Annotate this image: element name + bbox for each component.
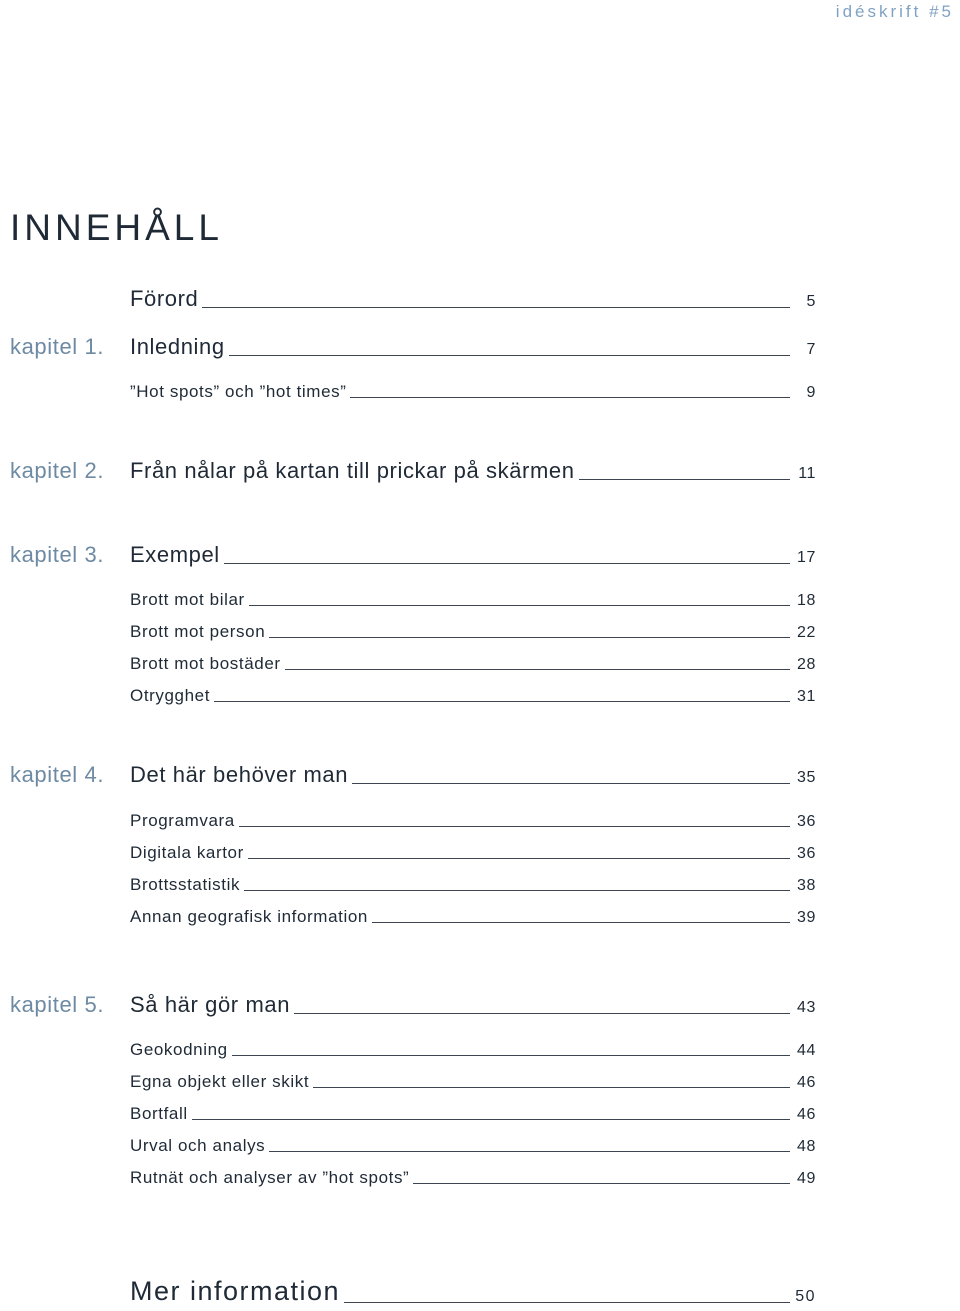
dot-leader [313, 1087, 790, 1088]
dot-leader [248, 858, 790, 859]
toc-subentry[interactable] [0, 1032, 960, 1064]
toc-page-number: 17 [797, 549, 816, 566]
toc-page-number: 44 [797, 1042, 816, 1059]
chapter-prefix: kapitel 1. [10, 334, 105, 359]
toc-page-number: 35 [797, 769, 816, 786]
toc-subentry[interactable] [0, 1128, 960, 1160]
toc-page-number: 31 [797, 688, 816, 705]
toc-subentry[interactable] [0, 1160, 960, 1192]
dot-leader [249, 605, 790, 606]
dot-leader [224, 563, 790, 564]
toc-subentry-title: Egna objekt eller skikt [130, 1072, 310, 1091]
toc-entry-chapter-3[interactable] [0, 540, 960, 572]
dot-leader [232, 1055, 790, 1056]
toc-subentry[interactable] [0, 678, 960, 710]
toc-entry-title: Inledning [130, 334, 225, 359]
toc-subentry[interactable] [0, 867, 960, 899]
chapter-prefix: kapitel 2. [10, 458, 105, 483]
dot-leader [202, 307, 790, 308]
toc-page-number: 39 [797, 909, 816, 926]
toc-page-number: 38 [797, 877, 816, 894]
toc-page-number: 46 [797, 1074, 816, 1091]
toc-subentry-title: Brott mot bostäder [130, 654, 281, 673]
dot-leader [269, 1151, 790, 1152]
toc-subentry-title: Brott mot bilar [130, 590, 245, 609]
toc-entry-chapter-5[interactable] [0, 990, 960, 1022]
dot-leader [244, 890, 790, 891]
toc-subentry[interactable] [0, 1096, 960, 1128]
toc-entry-title: Förord [130, 286, 199, 311]
toc-page-number: 43 [797, 999, 816, 1016]
dot-leader [192, 1119, 790, 1120]
dot-leader [285, 669, 790, 670]
dot-leader [579, 479, 790, 480]
toc-subentry[interactable] [0, 899, 960, 931]
toc-subentry-title: Brottsstatistik [130, 875, 241, 894]
toc-subentry-title: Geokodning [130, 1040, 228, 1059]
toc-subentry-title: ”Hot spots” och ”hot times” [130, 382, 347, 401]
toc-subentry[interactable] [0, 835, 960, 867]
toc-subentry[interactable] [0, 582, 960, 614]
dot-leader [239, 826, 790, 827]
dot-leader [344, 1302, 790, 1303]
toc-entry-chapter-4[interactable] [0, 760, 960, 792]
toc-subentry-title: Digitala kartor [130, 843, 244, 862]
dot-leader [352, 783, 790, 784]
toc-page-number: 9 [806, 384, 816, 401]
toc-subentry-title: Rutnät och analyser av ”hot spots” [130, 1168, 410, 1187]
toc-subentry-title: Otrygghet [130, 686, 211, 705]
toc-subentry-title: Bortfall [130, 1104, 188, 1123]
toc-entry-chapter-2[interactable] [0, 456, 960, 488]
toc-page-number: 7 [806, 341, 816, 358]
toc-subentry-title: Urval och analys [130, 1136, 266, 1155]
toc-page-number: 5 [806, 293, 816, 310]
toc-page-number: 11 [798, 465, 816, 482]
toc-entry-chapter-1[interactable] [0, 332, 960, 364]
toc-subentry[interactable] [0, 374, 960, 406]
toc-page-number: 28 [797, 656, 816, 673]
toc-page-number: 50 [795, 1288, 816, 1305]
toc-entry-mer-information[interactable] [0, 1276, 960, 1311]
toc-page-number: 18 [797, 592, 816, 609]
chapter-prefix: kapitel 5. [10, 992, 105, 1017]
dot-leader [372, 922, 790, 923]
toc-entry-forord[interactable] [0, 284, 960, 316]
toc-entry-title: Mer information [130, 1276, 341, 1306]
dot-leader [294, 1013, 790, 1014]
dot-leader [229, 355, 790, 356]
toc-page-number: 46 [797, 1106, 816, 1123]
chapter-prefix: kapitel 4. [10, 762, 105, 787]
toc-entry-title: Så här gör man [130, 992, 291, 1017]
toc-subentry[interactable] [0, 1064, 960, 1096]
toc-entry-title: Det här behöver man [130, 762, 349, 787]
toc-page-number: 36 [797, 845, 816, 862]
toc-subentry-title: Annan geografisk information [130, 907, 368, 926]
dot-leader [350, 397, 790, 398]
toc-page-number: 49 [797, 1170, 816, 1187]
toc-subentry-title: Programvara [130, 811, 235, 830]
page-title: INNEHÅLL [10, 207, 223, 248]
toc-entry-title: Exempel [130, 542, 220, 567]
toc-page-number: 36 [797, 813, 816, 830]
dot-leader [214, 701, 790, 702]
toc-entry-title: Från nålar på kartan till prickar på skärmen [130, 458, 575, 483]
toc-subentry-title: Brott mot person [130, 622, 266, 641]
toc-page-number: 48 [797, 1138, 816, 1155]
toc-subentry[interactable] [0, 614, 960, 646]
toc-page-number: 22 [797, 624, 816, 641]
publication-tag: idéskrift #5 [835, 2, 954, 21]
toc-subentry[interactable] [0, 646, 960, 678]
dot-leader [269, 637, 790, 638]
chapter-prefix: kapitel 3. [10, 542, 105, 567]
dot-leader [413, 1183, 790, 1184]
toc-subentry[interactable] [0, 803, 960, 835]
